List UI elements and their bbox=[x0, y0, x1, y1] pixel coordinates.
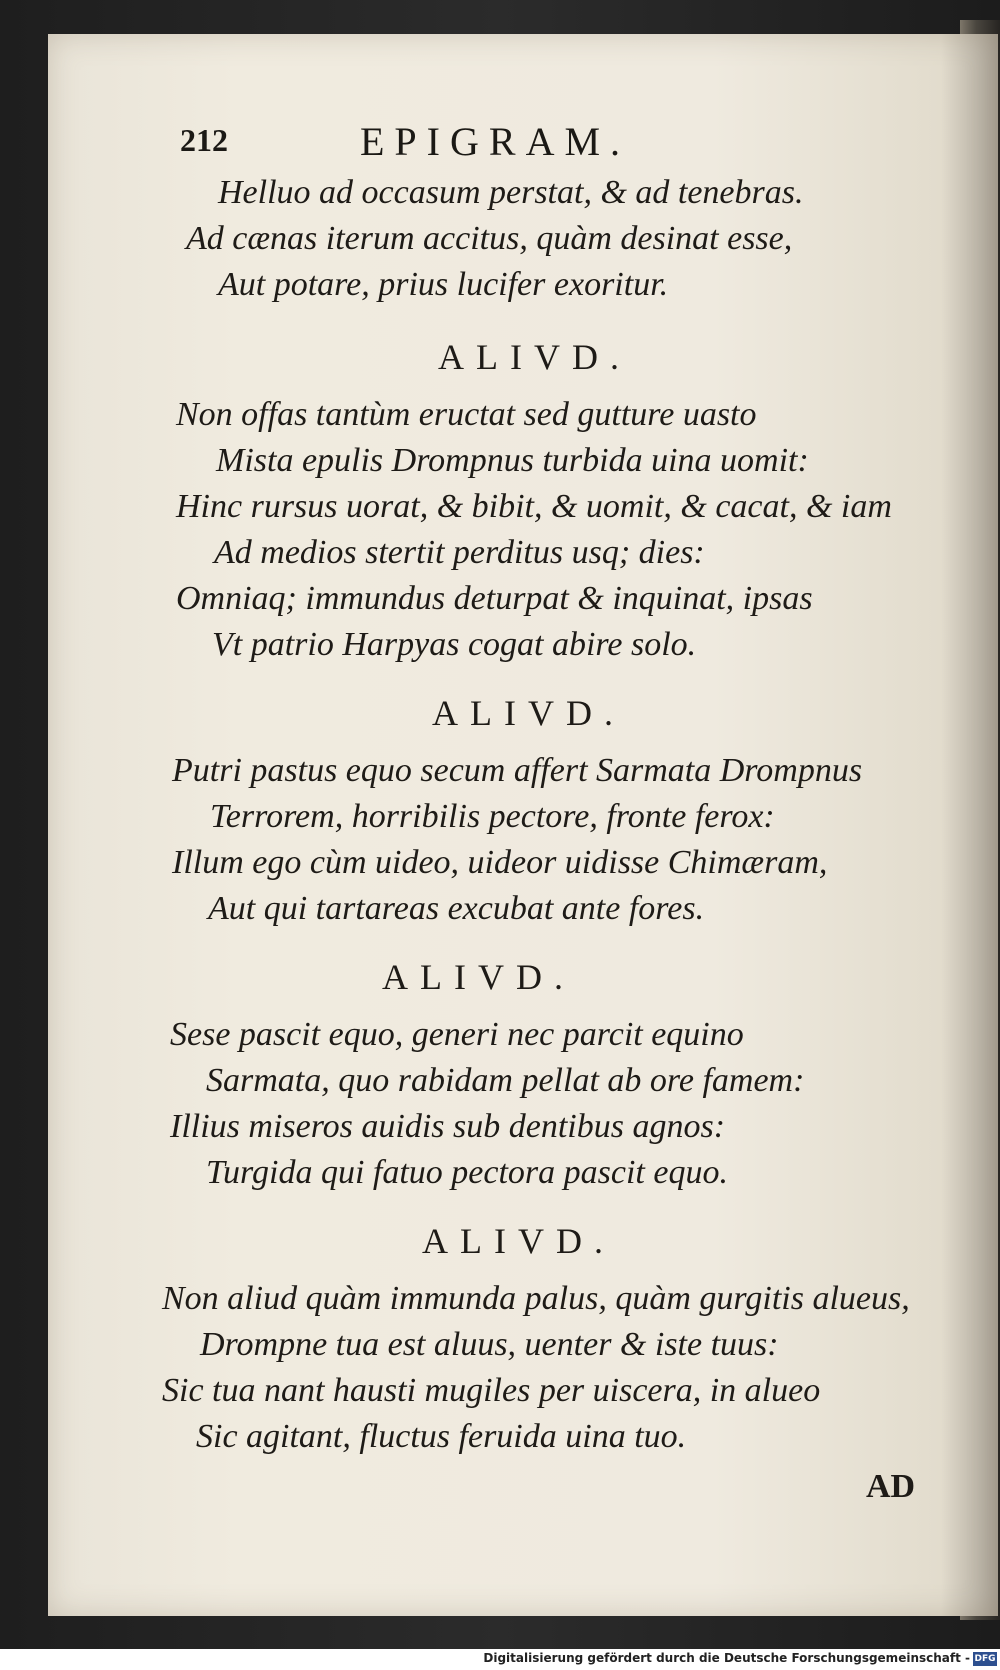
verse-line: Ad cænas iterum accitus, quàm desinat esse, bbox=[186, 220, 793, 257]
verse-line: Aut qui tartareas excubat ante fores. bbox=[208, 890, 705, 927]
dfg-logo-icon: DFG bbox=[974, 1654, 996, 1664]
verse-line: Sic tua nant hausti mugiles per uiscera, in alueo bbox=[162, 1372, 821, 1409]
verse-line: Putri pastus equo secum affert Sarmata Drompnus bbox=[172, 752, 863, 789]
verse-line: Helluo ad occasum perstat, & ad tenebras. bbox=[218, 174, 804, 211]
verse-line: Drompne tua est aluus, uenter & iste tuus: bbox=[200, 1326, 779, 1363]
funding-credit: Digitalisierung gefördert durch die Deutsche Forschungsgemeinschaft - bbox=[483, 1651, 970, 1665]
verse-line: Mista epulis Drompnus turbida uina uomit: bbox=[216, 442, 809, 479]
verse-line: Vt patrio Harpyas cogat abire solo. bbox=[212, 626, 697, 663]
verse-line: Sese pascit equo, generi nec parcit equino bbox=[170, 1016, 744, 1053]
section-heading: ALIVD. bbox=[382, 957, 575, 997]
digitization-footer bbox=[0, 1649, 1000, 1670]
verse-line: Sic agitant, fluctus feruida uina tuo. bbox=[196, 1418, 687, 1455]
running-title: EPIGRAM. bbox=[360, 119, 631, 164]
verse-line: Terrorem, horribilis pectore, fronte ferox: bbox=[210, 798, 775, 835]
verse-line: Illius miseros auidis sub dentibus agnos: bbox=[170, 1108, 726, 1145]
section-heading: ALIVD. bbox=[422, 1221, 615, 1261]
catchword: AD bbox=[866, 1468, 916, 1505]
verse-line: Omniaq; immundus deturpat & inquinat, ipsas bbox=[176, 580, 813, 617]
section-heading: ALIVD. bbox=[432, 693, 625, 733]
verse-line: Non offas tantùm eructat sed gutture uasto bbox=[176, 396, 757, 433]
section-heading: ALIVD. bbox=[438, 337, 631, 377]
verse-line: Turgida qui fatuo pectora pascit equo. bbox=[206, 1154, 728, 1191]
verse-line: Ad medios stertit perditus usq; dies: bbox=[214, 534, 705, 571]
verse-line: Illum ego cùm uideo, uideor uidisse Chimæram, bbox=[172, 844, 828, 881]
verse-line: Sarmata, quo rabidam pellat ab ore famem: bbox=[206, 1062, 805, 1099]
verse-line: Hinc rursus uorat, & bibit, & uomit, & cacat, & iam bbox=[176, 488, 892, 525]
page-number: 212 bbox=[180, 122, 228, 158]
verse-line: Aut potare, prius lucifer exoritur. bbox=[218, 266, 669, 303]
page-header bbox=[180, 118, 740, 168]
verse-line: Non aliud quàm immunda palus, quàm gurgitis alueus, bbox=[162, 1280, 910, 1317]
